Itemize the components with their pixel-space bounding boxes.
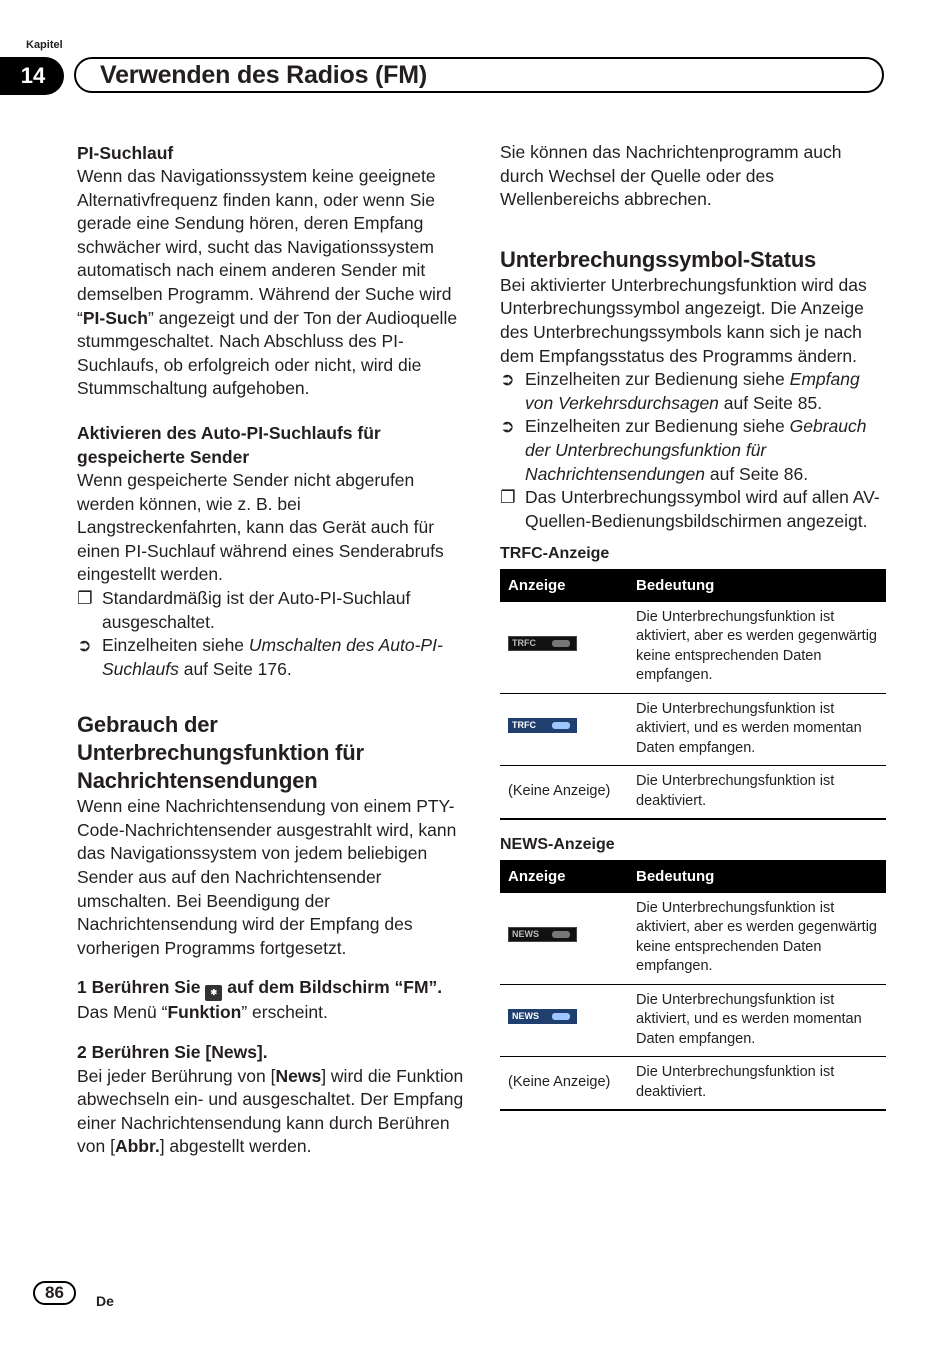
news-active-icon: NEWS — [508, 1009, 577, 1024]
news-heading: Gebrauch der Unterbrechungsfunktion für Nachrichtensendungen — [77, 712, 364, 794]
table-row: TRFC Die Unterbrechungsfunktion ist aktiviert, und es werden momentan Daten empfangen. — [500, 693, 886, 766]
table-row: NEWS Die Unterbrechungsfunktion ist aktiviert, und es werden momentan Daten empfangen. — [500, 984, 886, 1057]
arrow-icon: ➲ — [77, 635, 92, 656]
trfc-table-label: TRFC-Anzeige — [500, 545, 610, 563]
news-inactive-icon: NEWS — [508, 927, 577, 942]
note-icon: ❐ — [77, 587, 93, 608]
page-number: 86 — [33, 1281, 76, 1305]
auto-pi-paragraph: Wenn gespeicherte Sender nicht abgerufen werden können, wie z. B. bei Langstreckenfahrten, kann das Gerät auch für einen PI-Suchlauf während eines Senderabrufs eingestellt werden. — [77, 469, 444, 585]
col-meaning-header: Bedeutung — [628, 860, 886, 893]
reference-item: ➲ Einzelheiten siehe Umschalten des Auto-PI-Suchlaufs auf Seite 176. — [77, 634, 465, 681]
col-display-header: Anzeige — [500, 860, 628, 893]
note-item: ❐ Standardmäßig ist der Auto-PI-Suchlauf ausgeschaltet. — [77, 587, 465, 634]
note-icon: ❐ — [500, 487, 516, 508]
col-meaning-header: Bedeutung — [628, 569, 886, 602]
language-code: De — [96, 1293, 114, 1309]
col-display-header: Anzeige — [500, 569, 628, 602]
reference-item: ➲ Einzelheiten zur Bedienung siehe Empfang von Verkehrsdurchsagen auf Seite 85. — [500, 368, 888, 415]
pi-heading: PI-Suchlauf — [77, 143, 174, 163]
table-row: (Keine Anzeige) Die Unterbrechungsfunktion ist deaktiviert. — [500, 766, 886, 820]
table-row: (Keine Anzeige) Die Unterbrechungsfunktion ist deaktiviert. — [500, 1057, 886, 1111]
chapter-title-box — [74, 57, 884, 93]
table-row: NEWS Die Unterbrechungsfunktion ist aktiviert, aber es werden gegenwärtig keine entsprechenden Daten empfangen. — [500, 893, 886, 985]
news-paragraph: Wenn eine Nachrichtensendung von einem PTY-Code-Nachrichtensender ausgestrahlt wird, kann das Navigationssystem von jedem beliebigen Sender aus auf den Nachrichtensender umschalten. Bei Beendigung der Nachrichtensendung wird der Empfang des vorherigen Programms fortgesetzt. — [77, 796, 457, 958]
arrow-icon: ➲ — [500, 416, 515, 437]
step-2-title: 2 Berühren Sie [News]. — [77, 1042, 268, 1063]
news-table — [500, 860, 886, 1111]
step-1-text: Das Menü “Funktion” erscheint. — [77, 1002, 328, 1023]
step-1-title: 1 Berühren Sie ✱ auf dem Bildschirm “FM”. — [77, 976, 465, 1001]
trfc-active-icon: TRFC — [508, 718, 577, 733]
trfc-inactive-icon: TRFC — [508, 636, 577, 651]
pi-paragraph: Wenn das Navigationssystem keine geeignete Alternativfrequenz finden kann, oder wenn Sie gerade eine Sendung hören, deren Empfang schwächer wird, sucht das Navigationssystem automatisch nach einem anderen Sender mit demselben Programm. Während der Suche wird “PI-Such” angezeigt und der Ton der Audioquelle stummgeschaltet. Nach Abschluss des PI-Suchlaufs, ob erfolgreich oder nicht, wird die Stummschaltung aufgehoben. — [77, 166, 458, 399]
note-item: ❐ Das Unterbrechungssymbol wird auf allen AV-Quellen-Bedienungsbildschirmen angezeigt. — [500, 486, 888, 533]
chapter-number: 14 — [0, 57, 64, 95]
right-column — [500, 141, 888, 1111]
auto-pi-heading: Aktivieren des Auto-PI-Suchlaufs für gespeicherte Sender — [77, 422, 381, 467]
table-row: TRFC Die Unterbrechungsfunktion ist aktiviert, aber es werden gegenwärtig keine entsprechenden Daten empfangen. — [500, 602, 886, 694]
status-heading: Unterbrechungssymbol-Status — [500, 246, 817, 272]
settings-icon: ✱ — [205, 985, 222, 1001]
step-2-text: Bei jeder Berührung von [News] wird die Funktion abwechseln ein- und ausgeschaltet. Der Empfang einer Nachrichtensendung kann durch Berühren von [Abbr.] abgestellt werden. — [77, 1065, 464, 1157]
page-title: Verwenden des Radios (FM) — [100, 61, 428, 89]
news-table-label: NEWS-Anzeige — [500, 836, 615, 854]
trfc-table — [500, 569, 886, 820]
status-paragraph: Bei aktivierter Unterbrechungsfunktion wird das Unterbrechungssymbol angezeigt. Die Anzeige des Unterbrechungssymbols kann sich je nach dem Empfangsstatus des Programms ändern. — [500, 274, 867, 366]
chapter-label: Kapitel — [26, 39, 63, 51]
arrow-icon: ➲ — [500, 369, 515, 390]
reference-item: ➲ Einzelheiten zur Bedienung siehe Gebrauch der Unterbrechungsfunktion für Nachrichtensendungen auf Seite 86. — [500, 415, 888, 486]
left-column — [77, 141, 465, 1159]
intro-paragraph: Sie können das Nachrichtenprogramm auch durch Wechsel der Quelle oder des Wellenbereichs abbrechen. — [500, 142, 842, 210]
